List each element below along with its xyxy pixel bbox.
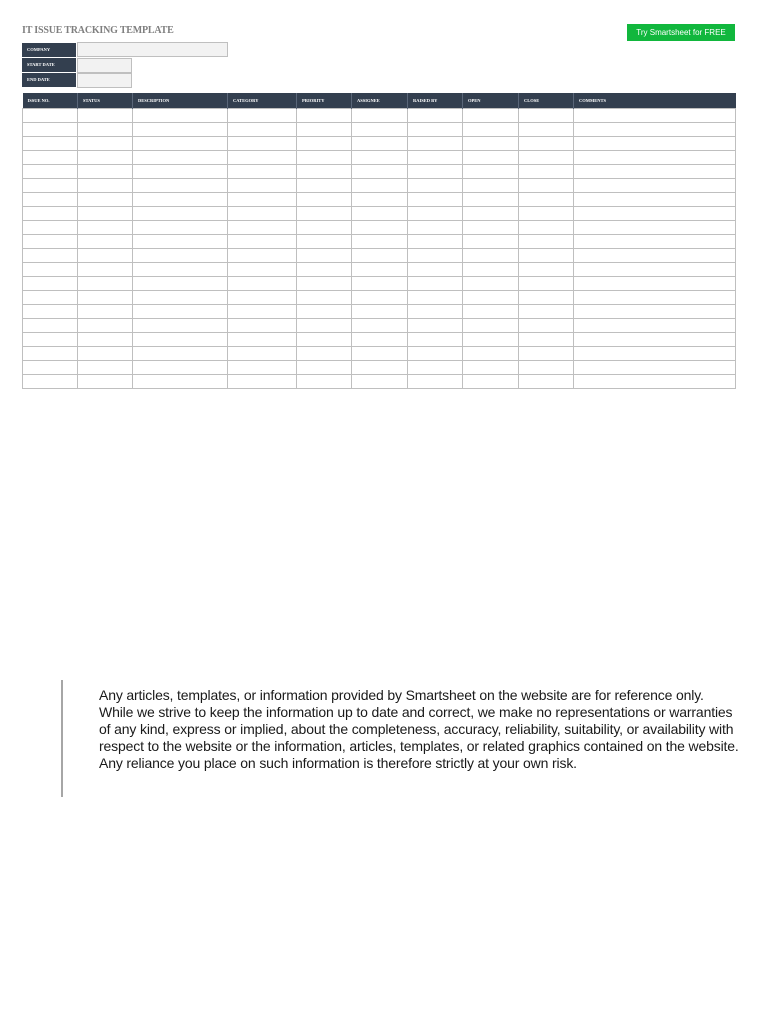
table-cell[interactable] [574,151,736,165]
table-cell[interactable] [574,235,736,249]
table-cell[interactable] [352,235,408,249]
table-row [23,179,736,193]
table-cell[interactable] [133,291,228,305]
table-cell[interactable] [408,165,463,179]
table-cell[interactable] [463,179,519,193]
table-cell[interactable] [408,221,463,235]
table-cell[interactable] [228,109,297,123]
table-cell[interactable] [574,361,736,375]
table-cell[interactable] [297,207,352,221]
table-cell[interactable] [463,123,519,137]
table-cell[interactable] [23,361,78,375]
table-cell[interactable] [78,235,133,249]
disclaimer-divider [61,680,63,797]
table-cell[interactable] [408,291,463,305]
table-cell[interactable] [297,319,352,333]
table-cell[interactable] [133,277,228,291]
table-cell[interactable] [574,347,736,361]
table-cell[interactable] [297,221,352,235]
table-cell[interactable] [78,375,133,389]
column-header-open: OPEN [463,93,519,109]
table-cell[interactable] [463,137,519,151]
table-cell[interactable] [463,375,519,389]
table-cell[interactable] [133,361,228,375]
table-cell[interactable] [297,109,352,123]
table-cell[interactable] [463,221,519,235]
table-cell[interactable] [352,263,408,277]
table-cell[interactable] [574,137,736,151]
table-cell[interactable] [23,179,78,193]
table-cell[interactable] [23,319,78,333]
table-cell[interactable] [23,333,78,347]
table-cell[interactable] [519,165,574,179]
table-cell[interactable] [78,249,133,263]
table-cell[interactable] [297,333,352,347]
table-cell[interactable] [297,249,352,263]
table-cell[interactable] [297,263,352,277]
start-date-label: START DATE [22,58,76,72]
table-row [23,263,736,277]
column-header-priority: PRIORITY [297,93,352,109]
table-cell[interactable] [463,151,519,165]
table-cell[interactable] [228,263,297,277]
table-cell[interactable] [352,277,408,291]
table-cell[interactable] [408,263,463,277]
table-cell[interactable] [352,291,408,305]
table-cell[interactable] [519,123,574,137]
table-cell[interactable] [228,151,297,165]
table-cell[interactable] [297,375,352,389]
table-cell[interactable] [408,123,463,137]
table-cell[interactable] [297,235,352,249]
table-cell[interactable] [519,207,574,221]
table-cell[interactable] [574,319,736,333]
issue-table-body [23,109,736,389]
table-cell[interactable] [133,179,228,193]
company-field[interactable] [77,42,228,57]
table-cell[interactable] [574,193,736,207]
table-cell[interactable] [574,109,736,123]
column-header-description: DESCRIPTION [133,93,228,109]
table-cell[interactable] [23,137,78,151]
table-cell[interactable] [519,319,574,333]
table-cell[interactable] [352,319,408,333]
table-cell[interactable] [352,361,408,375]
table-cell[interactable] [408,151,463,165]
table-cell[interactable] [228,249,297,263]
end-date-field[interactable] [77,73,132,88]
table-cell[interactable] [297,123,352,137]
table-cell[interactable] [133,319,228,333]
table-cell[interactable] [519,151,574,165]
table-cell[interactable] [78,123,133,137]
table-cell[interactable] [133,235,228,249]
column-header-raised-by: RAISED BY [408,93,463,109]
table-row [23,347,736,361]
table-cell[interactable] [408,109,463,123]
page-title: IT ISSUE TRACKING TEMPLATE [22,25,174,36]
table-cell[interactable] [519,347,574,361]
table-cell[interactable] [574,207,736,221]
table-cell[interactable] [574,305,736,319]
table-cell[interactable] [574,291,736,305]
table-cell[interactable] [228,137,297,151]
table-cell[interactable] [78,291,133,305]
table-cell[interactable] [228,207,297,221]
table-cell[interactable] [574,249,736,263]
table-cell[interactable] [133,193,228,207]
table-cell[interactable] [228,123,297,137]
table-cell[interactable] [519,333,574,347]
table-cell[interactable] [228,179,297,193]
table-cell[interactable] [23,193,78,207]
table-cell[interactable] [519,291,574,305]
table-cell[interactable] [352,151,408,165]
table-cell[interactable] [133,151,228,165]
table-cell[interactable] [23,235,78,249]
table-cell[interactable] [519,221,574,235]
table-cell[interactable] [23,291,78,305]
table-cell[interactable] [463,361,519,375]
table-row [23,305,736,319]
table-cell[interactable] [133,375,228,389]
table-cell[interactable] [23,221,78,235]
table-cell[interactable] [408,249,463,263]
table-cell[interactable] [78,109,133,123]
table-cell[interactable] [297,165,352,179]
table-cell[interactable] [23,305,78,319]
table-cell[interactable] [463,305,519,319]
company-label: COMPANY [22,43,76,57]
table-cell[interactable] [463,249,519,263]
table-cell[interactable] [408,207,463,221]
table-cell[interactable] [519,109,574,123]
table-row [23,165,736,179]
table-cell[interactable] [23,165,78,179]
table-cell[interactable] [463,109,519,123]
table-cell[interactable] [78,193,133,207]
table-cell[interactable] [78,333,133,347]
table-cell[interactable] [519,137,574,151]
table-cell[interactable] [519,375,574,389]
table-cell[interactable] [574,263,736,277]
table-row [23,375,736,389]
table-cell[interactable] [228,347,297,361]
table-cell[interactable] [23,151,78,165]
table-row [23,249,736,263]
table-cell[interactable] [78,207,133,221]
table-cell[interactable] [574,179,736,193]
table-cell[interactable] [78,305,133,319]
table-cell[interactable] [352,305,408,319]
table-cell[interactable] [133,333,228,347]
start-date-field[interactable] [77,58,132,73]
table-cell[interactable] [228,235,297,249]
table-cell[interactable] [228,319,297,333]
table-cell[interactable] [463,165,519,179]
table-cell[interactable] [352,347,408,361]
table-cell[interactable] [519,249,574,263]
table-cell[interactable] [574,221,736,235]
table-cell[interactable] [519,193,574,207]
table-cell[interactable] [352,221,408,235]
table-cell[interactable] [519,361,574,375]
table-cell[interactable] [463,319,519,333]
table-cell[interactable] [228,221,297,235]
table-cell[interactable] [297,193,352,207]
table-cell[interactable] [352,375,408,389]
issue-table [22,93,736,389]
table-cell[interactable] [228,277,297,291]
table-cell[interactable] [78,263,133,277]
table-cell[interactable] [408,193,463,207]
table-cell[interactable] [574,375,736,389]
table-cell[interactable] [133,123,228,137]
table-cell[interactable] [408,277,463,291]
disclaimer-text: Any articles, templates, or information provided by Smartsheet on the website are for reference only. While we strive to keep the information up to date and correct, we make no representations or warranties of any kind, express or implied, about the completeness, accuracy, reliability, suitability, or availability with respect to the website or the information, articles, templates, or related graphics contained on the website. Any reliance you place on such information is therefore strictly at your own risk. [99,687,739,771]
table-cell[interactable] [408,179,463,193]
table-cell[interactable] [297,305,352,319]
table-cell[interactable] [574,165,736,179]
table-cell[interactable] [133,109,228,123]
table-cell[interactable] [352,179,408,193]
table-cell[interactable] [78,361,133,375]
table-cell[interactable] [352,165,408,179]
table-row [23,137,736,151]
table-cell[interactable] [297,179,352,193]
table-cell[interactable] [228,291,297,305]
table-cell[interactable] [408,347,463,361]
table-row [23,235,736,249]
table-cell[interactable] [228,375,297,389]
table-cell[interactable] [352,207,408,221]
table-cell[interactable] [133,263,228,277]
try-smartsheet-button[interactable]: Try Smartsheet for FREE [627,24,735,41]
table-cell[interactable] [297,137,352,151]
table-cell[interactable] [463,235,519,249]
table-cell[interactable] [408,375,463,389]
table-cell[interactable] [78,319,133,333]
table-cell[interactable] [133,347,228,361]
table-cell[interactable] [463,333,519,347]
table-cell[interactable] [352,193,408,207]
table-row [23,151,736,165]
table-cell[interactable] [574,277,736,291]
table-cell[interactable] [23,375,78,389]
table-cell[interactable] [463,277,519,291]
table-row [23,207,736,221]
table-cell[interactable] [408,305,463,319]
table-cell[interactable] [23,249,78,263]
table-cell[interactable] [78,165,133,179]
table-cell[interactable] [23,207,78,221]
table-cell[interactable] [408,137,463,151]
table-cell[interactable] [574,123,736,137]
table-cell[interactable] [133,305,228,319]
table-cell[interactable] [78,151,133,165]
table-cell[interactable] [408,319,463,333]
column-header-close: CLOSE [519,93,574,109]
table-cell[interactable] [228,361,297,375]
table-row [23,333,736,347]
table-cell[interactable] [463,347,519,361]
table-cell[interactable] [408,361,463,375]
table-cell[interactable] [519,277,574,291]
table-cell[interactable] [133,207,228,221]
table-cell[interactable] [297,151,352,165]
table-row [23,319,736,333]
table-cell[interactable] [352,123,408,137]
table-cell[interactable] [133,221,228,235]
table-cell[interactable] [23,277,78,291]
table-cell[interactable] [519,305,574,319]
table-cell[interactable] [408,235,463,249]
table-cell[interactable] [519,179,574,193]
table-cell[interactable] [519,235,574,249]
table-cell[interactable] [228,165,297,179]
table-cell[interactable] [78,347,133,361]
column-header-status: STATUS [78,93,133,109]
table-cell[interactable] [297,291,352,305]
table-row [23,109,736,123]
table-cell[interactable] [23,123,78,137]
table-cell[interactable] [78,137,133,151]
table-cell[interactable] [463,207,519,221]
table-cell[interactable] [463,263,519,277]
table-cell[interactable] [574,333,736,347]
table-row [23,123,736,137]
table-row [23,221,736,235]
column-header-assignee: ASSIGNEE [352,93,408,109]
table-cell[interactable] [352,137,408,151]
table-cell[interactable] [23,263,78,277]
table-cell[interactable] [228,193,297,207]
table-cell[interactable] [133,249,228,263]
table-cell[interactable] [463,193,519,207]
table-row [23,291,736,305]
column-header-issue-no: ISSUE NO. [23,93,78,109]
table-row [23,277,736,291]
column-header-category: CATEGORY [228,93,297,109]
table-cell[interactable] [78,179,133,193]
table-cell[interactable] [23,109,78,123]
table-row [23,193,736,207]
table-cell[interactable] [133,165,228,179]
table-cell[interactable] [23,347,78,361]
table-cell[interactable] [352,333,408,347]
column-header-comments: COMMENTS [574,93,736,109]
table-cell[interactable] [297,361,352,375]
table-cell[interactable] [297,277,352,291]
table-cell[interactable] [352,249,408,263]
table-cell[interactable] [297,347,352,361]
table-cell[interactable] [463,291,519,305]
table-row [23,361,736,375]
table-cell[interactable] [228,333,297,347]
table-cell[interactable] [78,221,133,235]
table-cell[interactable] [352,109,408,123]
table-cell[interactable] [133,137,228,151]
table-cell[interactable] [408,333,463,347]
table-header-row [23,93,736,109]
end-date-label: END DATE [22,73,76,87]
table-cell[interactable] [228,305,297,319]
table-cell[interactable] [78,277,133,291]
table-cell[interactable] [519,263,574,277]
